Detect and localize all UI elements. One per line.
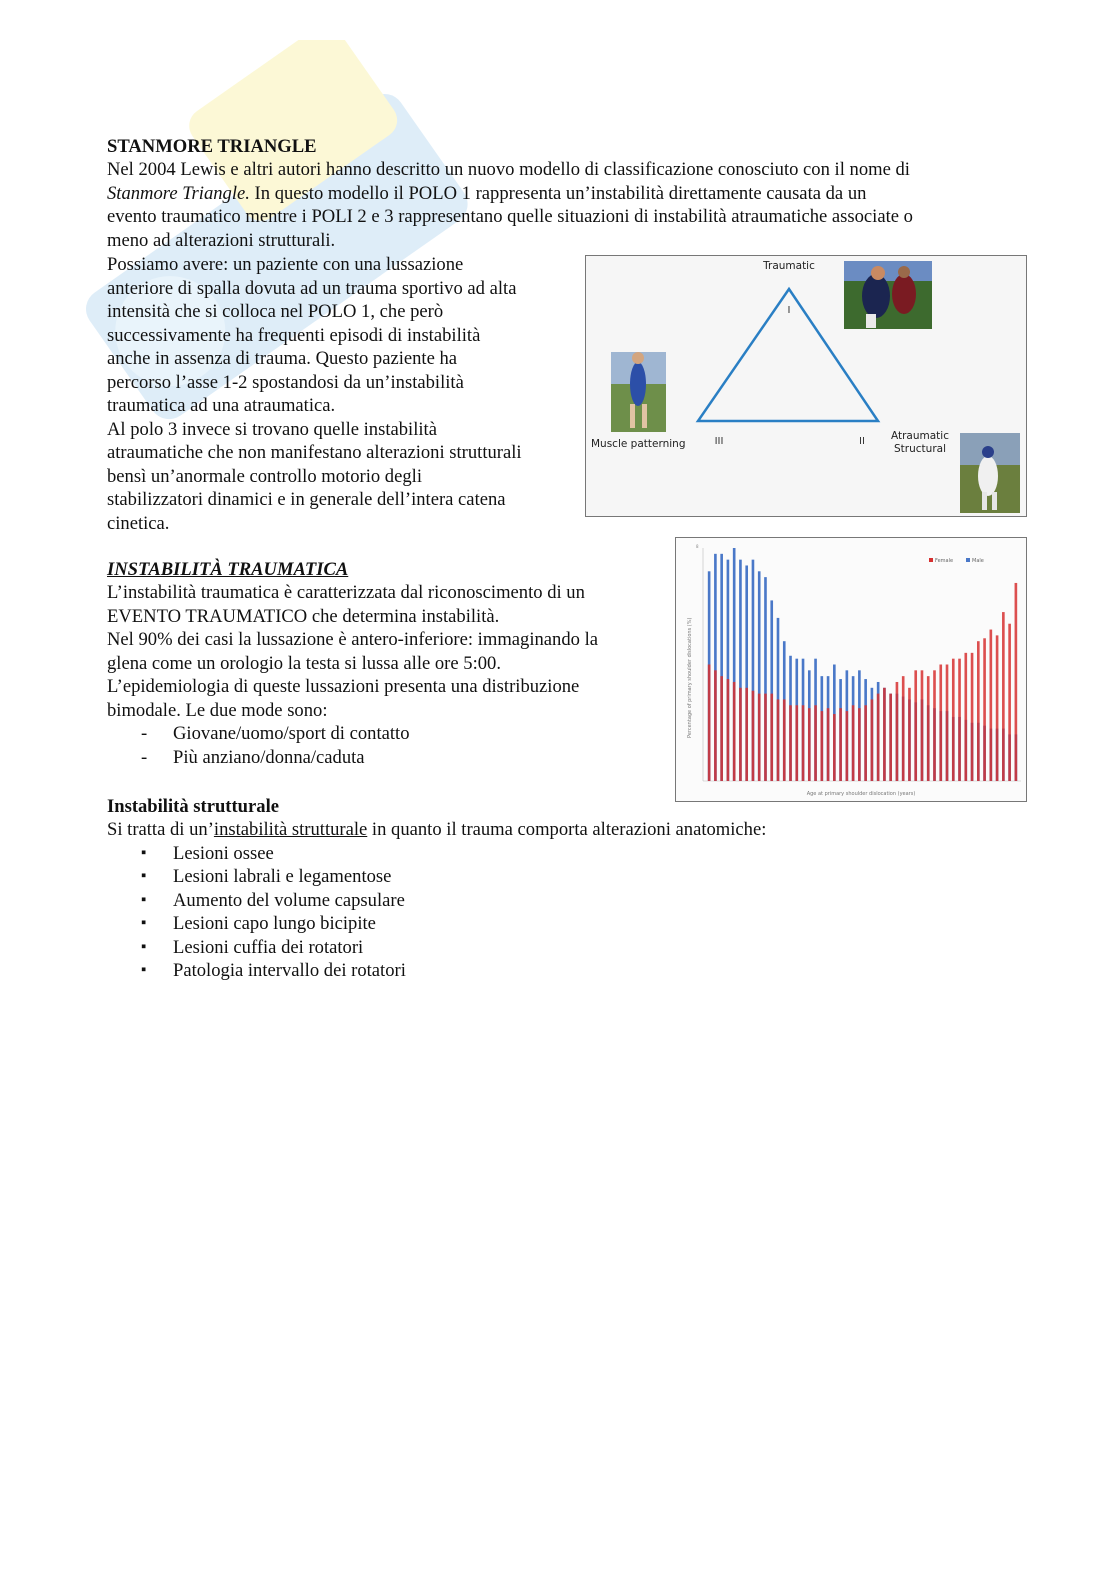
paragraph-line: evento traumatico mentre i POLI 2 e 3 rappresentano quelle situazioni di instabilità atraumatiche associate o: [107, 206, 913, 227]
bar-female: [714, 670, 717, 781]
bar-female: [933, 670, 936, 781]
paragraph-line: L’epidemiologia di queste lussazioni presenta una distribuzione: [107, 676, 580, 697]
bar-female: [739, 688, 742, 781]
bar-female: [964, 653, 967, 781]
label-muscle-patterning: Muscle patterning: [591, 438, 686, 450]
bar-female: [977, 641, 980, 781]
paragraph-line: cinetica.: [107, 512, 170, 534]
bar-female: [758, 694, 761, 781]
section-title-structural: Instabilità strutturale: [107, 796, 279, 817]
bar-female: [846, 711, 849, 781]
rugby-photo: [844, 261, 932, 329]
bar-female: [990, 630, 993, 781]
section-title-traumatic: INSTABILITÀ TRAUMATICA: [107, 559, 349, 580]
bar-female: [802, 705, 805, 781]
bar-female: [827, 708, 830, 781]
bar-female: [889, 694, 892, 781]
bar-female: [833, 714, 836, 781]
bar-female: [883, 688, 886, 781]
bar-female: [852, 705, 855, 781]
paragraph-line: [107, 182, 1007, 206]
label-traumatic: Traumatic: [763, 260, 815, 272]
paragraph-line: L’instabilità traumatica è caratterizzata dal riconoscimento di un: [107, 582, 585, 603]
bar-female: [877, 694, 880, 781]
bars-group: [708, 548, 1017, 781]
chart-canvas: [676, 538, 1026, 801]
paragraph-line: Nel 2004 Lewis e altri autori hanno descritto un nuovo modello di classificazione conosciuto con il nome di: [107, 159, 910, 180]
text-fragment: Si tratta di un’: [107, 819, 214, 840]
paragraph-intro: [107, 158, 1007, 252]
paragraph-line: Al polo 3 invece si trovano quelle instabilità: [107, 418, 437, 440]
list-item: - Più anziano/donna/caduta: [173, 746, 667, 770]
list-item: ▪ Patologia intervallo dei rotatori: [173, 959, 1007, 983]
bar-female: [864, 705, 867, 781]
x-axis-label: Age at primary shoulder dislocation (years): [806, 791, 916, 797]
structural-list: [173, 842, 1007, 983]
paragraph-line: glena come un orologio la testa si lussa alle ore 5:00.: [107, 652, 501, 674]
bar-female: [914, 670, 917, 781]
pole-1-label: I: [787, 305, 791, 316]
paragraph-line: intensità che si colloca nel POLO 1, che però: [107, 301, 444, 322]
modes-list: [173, 722, 667, 769]
bar-female: [952, 659, 955, 781]
paragraph-line: meno ad alterazioni strutturali.: [107, 229, 336, 251]
y-axis-label: Percentage of primary shoulder dislocations (%): [687, 617, 693, 738]
bar-female: [839, 708, 842, 781]
bar-female: [808, 708, 811, 781]
text-fragment: in quanto il trauma comporta alterazioni anatomiche:: [367, 819, 767, 840]
legend-swatch-male: [966, 558, 970, 562]
y-tick-top: 8: [696, 544, 699, 549]
label-atraumatic: Atraumatic: [891, 430, 949, 442]
paragraph-line: percorso l’asse 1-2 spostandosi da un’instabilità: [107, 371, 464, 393]
pitcher-photo: [960, 433, 1020, 513]
bar-female: [1002, 612, 1005, 781]
bar-female: [927, 676, 930, 781]
bar-female: [777, 699, 780, 781]
bar-female: [958, 659, 961, 781]
bar-female: [821, 711, 824, 781]
bar-female: [795, 705, 798, 781]
list-item: ▪ Aumento del volume capsulare: [173, 889, 1007, 913]
paragraph-line: Nel 90% dei casi la lussazione è antero-inferiore: immaginando la: [107, 629, 599, 650]
list-item: ▪ Lesioni capo lungo bicipite: [173, 912, 1007, 936]
bar-female: [708, 665, 711, 782]
bar-female: [752, 691, 755, 781]
bar-female: [733, 682, 736, 781]
text-fragment: In questo modello il POLO 1 rappresenta un’instabilità direttamente causata da un: [249, 182, 867, 204]
list-item: ▪ Lesioni cuffia dei rotatori: [173, 936, 1007, 960]
paragraph-line: traumatica ad una atraumatica.: [107, 395, 336, 416]
bar-female: [858, 708, 861, 781]
bar-female: [939, 665, 942, 782]
underlined-term: instabilità strutturale: [213, 819, 368, 840]
bar-female: [1015, 583, 1018, 781]
paragraph-line: atraumatiche che non manifestano alterazioni strutturali: [107, 442, 522, 463]
paragraph-example: [107, 253, 577, 535]
bar-female: [770, 694, 773, 781]
triangle-diagram: [586, 256, 1026, 516]
bar-female: [871, 699, 874, 781]
paragraph-line: bensì un’anormale controllo motorio degli: [107, 465, 422, 487]
list-item: ▪ Lesioni ossee: [173, 842, 1007, 866]
bar-female: [946, 665, 949, 782]
bar-female: [996, 635, 999, 781]
legend-label-male: Male: [972, 558, 984, 564]
stanmore-triangle-figure: [585, 255, 1027, 517]
section-title-stanmore: STANMORE TRIANGLE: [107, 136, 317, 157]
bar-female: [921, 670, 924, 781]
paragraph-line: anteriore di spalla dovuta ad un trauma sportivo ad alta: [107, 277, 517, 299]
paragraph-line: anche in assenza di trauma. Questo paziente ha: [107, 348, 458, 369]
bar-female: [896, 682, 899, 781]
paragraph-line: successivamente ha frequenti episodi di instabilità: [107, 324, 481, 346]
bar-female: [720, 676, 723, 781]
label-structural: Structural: [894, 443, 946, 455]
legend-label-female: Female: [935, 558, 954, 564]
bar-female: [908, 688, 911, 781]
gymnast-photo: [611, 352, 666, 432]
bar-female: [764, 694, 767, 781]
pole-2-label: II: [859, 436, 865, 447]
bar-female: [971, 653, 974, 781]
list-item: ▪ Lesioni labrali e legamentose: [173, 865, 1007, 889]
list-item: - Giovane/uomo/sport di contatto: [173, 722, 667, 746]
paragraph-traumatic: [107, 581, 667, 769]
bar-female: [814, 705, 817, 781]
bar-female: [783, 699, 786, 781]
italic-term: Stanmore Triangle.: [107, 182, 250, 204]
dislocation-age-chart: [675, 537, 1027, 802]
bar-female: [1008, 624, 1011, 781]
bar-female: [745, 688, 748, 781]
bar-female: [983, 638, 986, 781]
bar-female: [727, 679, 730, 781]
paragraph-line: bimodale. Le due mode sono:: [107, 699, 328, 721]
paragraph-line: stabilizzatori dinamici e in generale dell’intera catena: [107, 489, 506, 510]
paragraph-line: [107, 818, 1007, 842]
legend-swatch-female: [929, 558, 933, 562]
bar-female: [789, 705, 792, 781]
paragraph-line: Possiamo avere: un paziente con una lussazione: [107, 254, 464, 275]
bar-female: [902, 676, 905, 781]
pole-3-label: III: [714, 436, 724, 447]
paragraph-structural: [107, 818, 1007, 983]
paragraph-line: EVENTO TRAUMATICO che determina instabilità.: [107, 605, 500, 627]
